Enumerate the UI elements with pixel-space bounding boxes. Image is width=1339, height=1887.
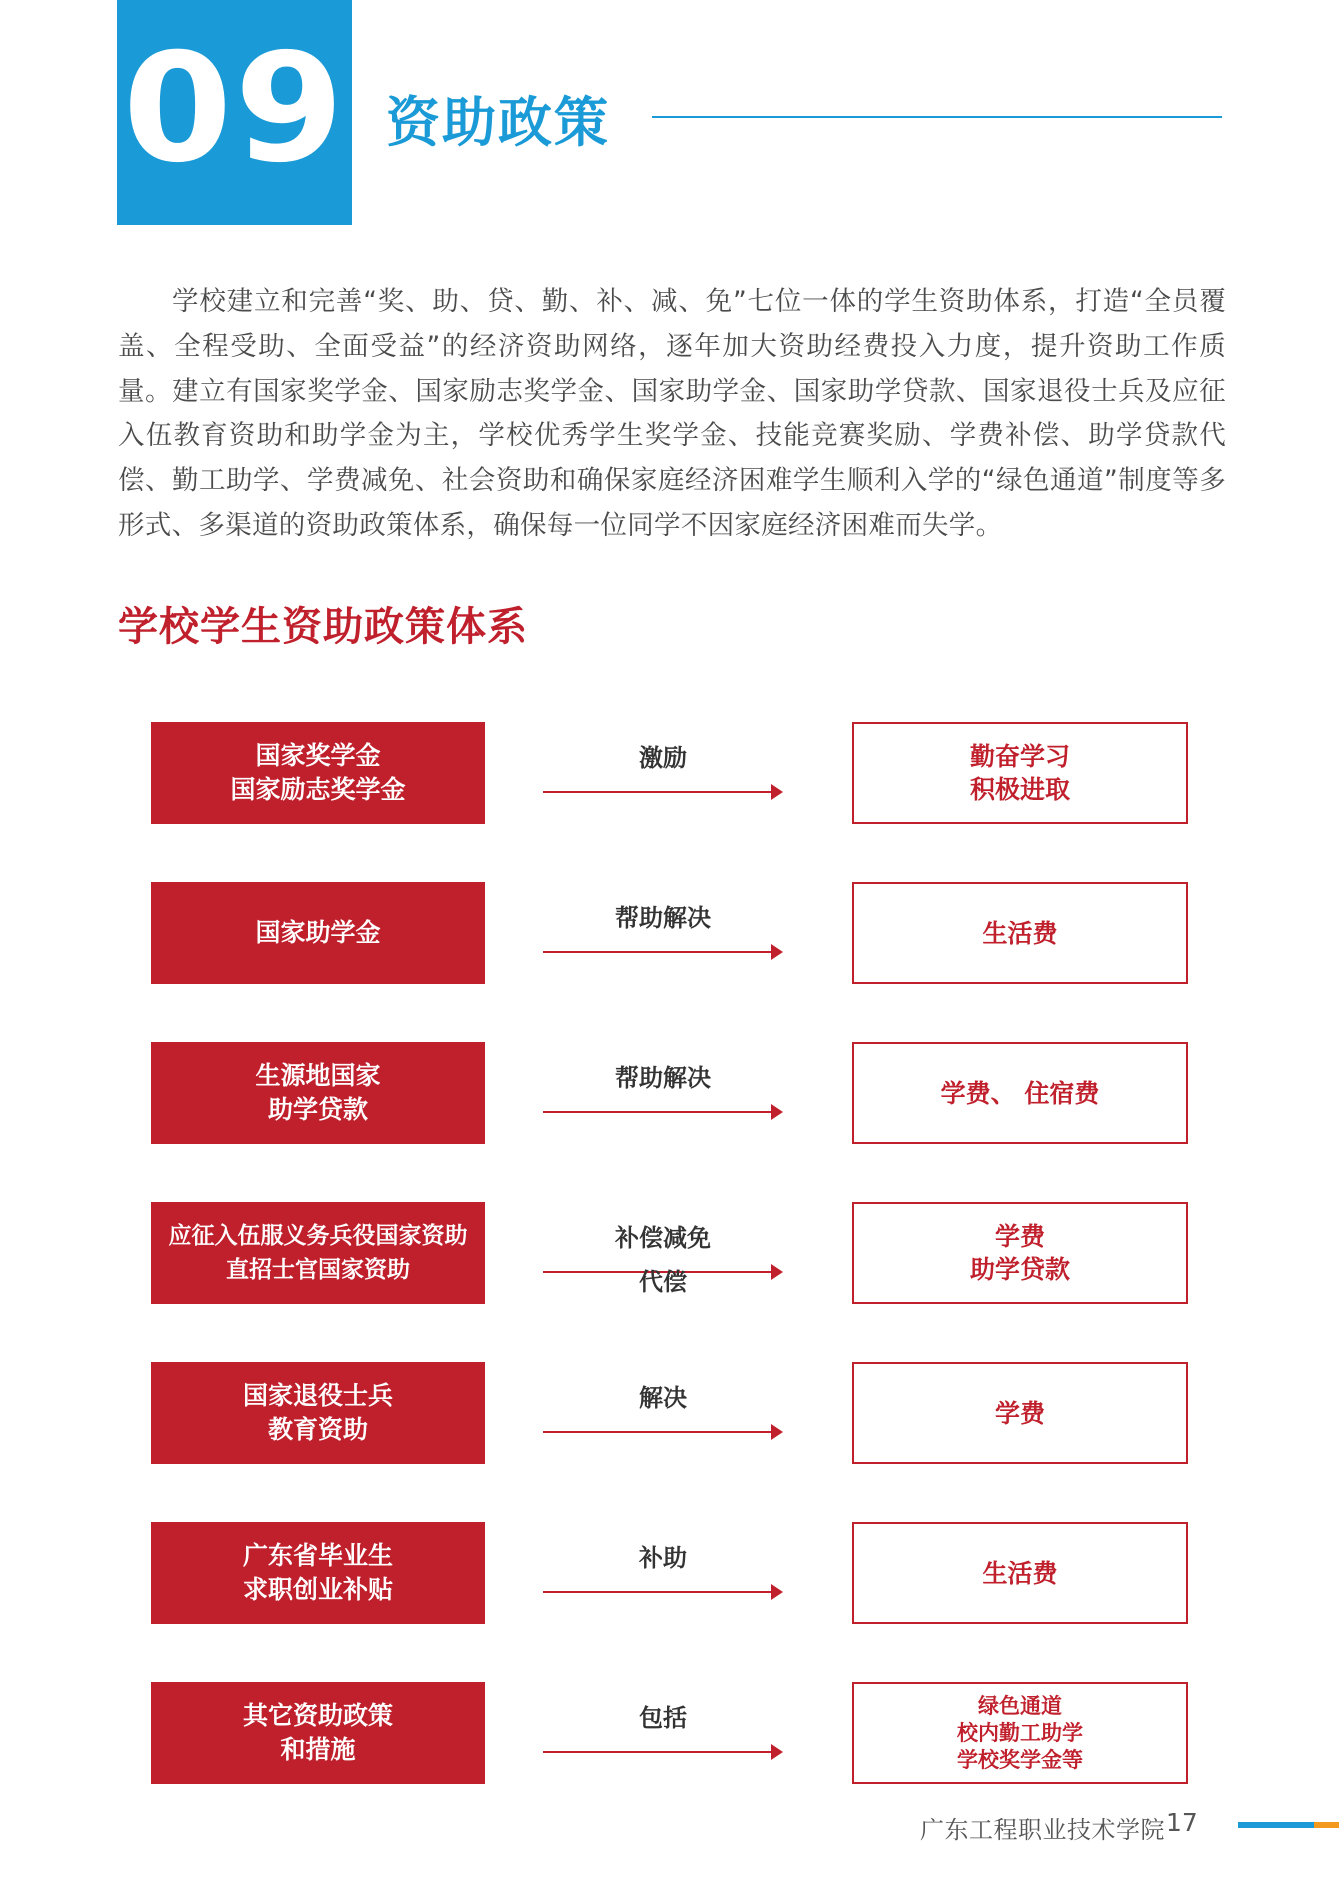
policy-effect-box xyxy=(852,882,1188,984)
policy-effect-box xyxy=(852,1362,1188,1464)
policy-name-line: 国家励志奖学金 xyxy=(230,775,406,804)
policy-row xyxy=(0,1042,1339,1144)
relation-label: 包括 xyxy=(639,1704,687,1732)
policy-name-line: 应征入伍服义务兵役国家资助 xyxy=(168,1223,468,1249)
footer-accent-bar xyxy=(1238,1822,1314,1828)
policy-system-title: 学校学生资助政策体系 xyxy=(118,604,528,650)
policy-row xyxy=(0,1682,1339,1784)
policy-name-line: 和措施 xyxy=(280,1735,356,1764)
policy-effect-line: 生活费 xyxy=(982,1558,1058,1588)
policy-name-box xyxy=(151,722,485,824)
policy-effect-line: 绿色通道 xyxy=(978,1693,1062,1718)
arrow-right-icon xyxy=(543,1584,783,1600)
policy-effect-line: 积极进取 xyxy=(969,775,1070,804)
policy-name-line: 国家奖学金 xyxy=(255,741,381,770)
policy-row xyxy=(0,1202,1339,1304)
chapter-number-block xyxy=(117,0,352,225)
relation-label: 解决 xyxy=(639,1384,687,1412)
policy-effect-line: 生活费 xyxy=(982,918,1058,948)
policy-name-box xyxy=(151,1522,485,1624)
policy-name-line: 生源地国家 xyxy=(255,1061,381,1090)
page-number: 17 xyxy=(1166,1808,1198,1837)
relation-label: 补偿减免 xyxy=(615,1224,711,1252)
policy-row xyxy=(0,1522,1339,1624)
intro-paragraph: 学校建立和完善“奖、助、贷、勤、补、减、免”七位一体的学生资助体系，打造“全员覆盖、全程受助、全面受益”的经济资助网络，逐年加大资助经费投入力度，提升资助工作质量。建立有国家奖学金、国家励志奖学金、国家助学金、国家助学贷款、国家退役士兵及应征入伍教育资助和助学金为主，学校优秀学生奖学金、技能竞赛奖励、学费补偿、助学贷款代偿、勤工助学、学费减免、社会资助和确保家庭经济困难学生顺利入学的“绿色通道”制度等多形式、多渠道的资助政策体系，确保每一位同学不因家庭经济困难而失学。 xyxy=(118,286,1226,541)
policy-effect-line: 学费 xyxy=(994,1222,1045,1251)
policy-effect-line: 助学贷款 xyxy=(969,1255,1070,1284)
policy-row xyxy=(0,1362,1339,1464)
relation-label: 帮助解决 xyxy=(615,904,711,932)
arrow-right-icon xyxy=(543,1104,783,1120)
policy-name-line: 教育资助 xyxy=(267,1415,368,1444)
policy-effect-box xyxy=(852,722,1188,824)
footer-accent-bar xyxy=(1314,1822,1339,1828)
relation-label: 补助 xyxy=(639,1544,687,1572)
policy-name-line: 国家助学金 xyxy=(255,918,381,947)
arrow-right-icon xyxy=(543,944,783,960)
policy-name-line: 求职创业补贴 xyxy=(242,1575,393,1604)
policy-name-box xyxy=(151,1682,485,1784)
policy-name-box xyxy=(151,1042,485,1144)
arrow-right-icon xyxy=(543,1744,783,1760)
policy-effect-box xyxy=(852,1522,1188,1624)
title-divider xyxy=(652,116,1222,118)
policy-name-box xyxy=(151,882,485,984)
relation-label: 激励 xyxy=(639,744,687,772)
policy-effect-box xyxy=(852,1682,1188,1784)
policy-row xyxy=(0,882,1339,984)
arrow-right-icon xyxy=(543,784,783,800)
section-title: 资助政策 xyxy=(386,91,610,154)
footer-school-name: 广东工程职业技术学院 xyxy=(920,1816,1165,1844)
relation-label: 代偿 xyxy=(639,1268,687,1296)
policy-effect-box xyxy=(852,1042,1188,1144)
policy-name-line: 助学贷款 xyxy=(267,1095,368,1124)
policy-effect-line: 学费、 住宿费 xyxy=(940,1078,1100,1108)
policy-effect-box xyxy=(852,1202,1188,1304)
policy-effect-line: 学费 xyxy=(994,1398,1045,1428)
policy-name-line: 其它资助政策 xyxy=(242,1701,393,1730)
relation-label: 帮助解决 xyxy=(615,1064,711,1092)
policy-effect-line: 校内勤工助学 xyxy=(957,1720,1083,1745)
policy-row xyxy=(0,722,1339,824)
arrow-right-icon xyxy=(543,1424,783,1440)
policy-name-line: 广东省毕业生 xyxy=(242,1541,393,1570)
policy-name-line: 国家退役士兵 xyxy=(242,1381,393,1410)
policy-name-box xyxy=(151,1202,485,1304)
policy-effect-line: 勤奋学习 xyxy=(969,742,1070,771)
chapter-number: 09 xyxy=(122,21,347,196)
policy-effect-line: 学校奖学金等 xyxy=(957,1747,1083,1772)
policy-name-line: 直招士官国家资助 xyxy=(226,1257,410,1283)
policy-name-box xyxy=(151,1362,485,1464)
